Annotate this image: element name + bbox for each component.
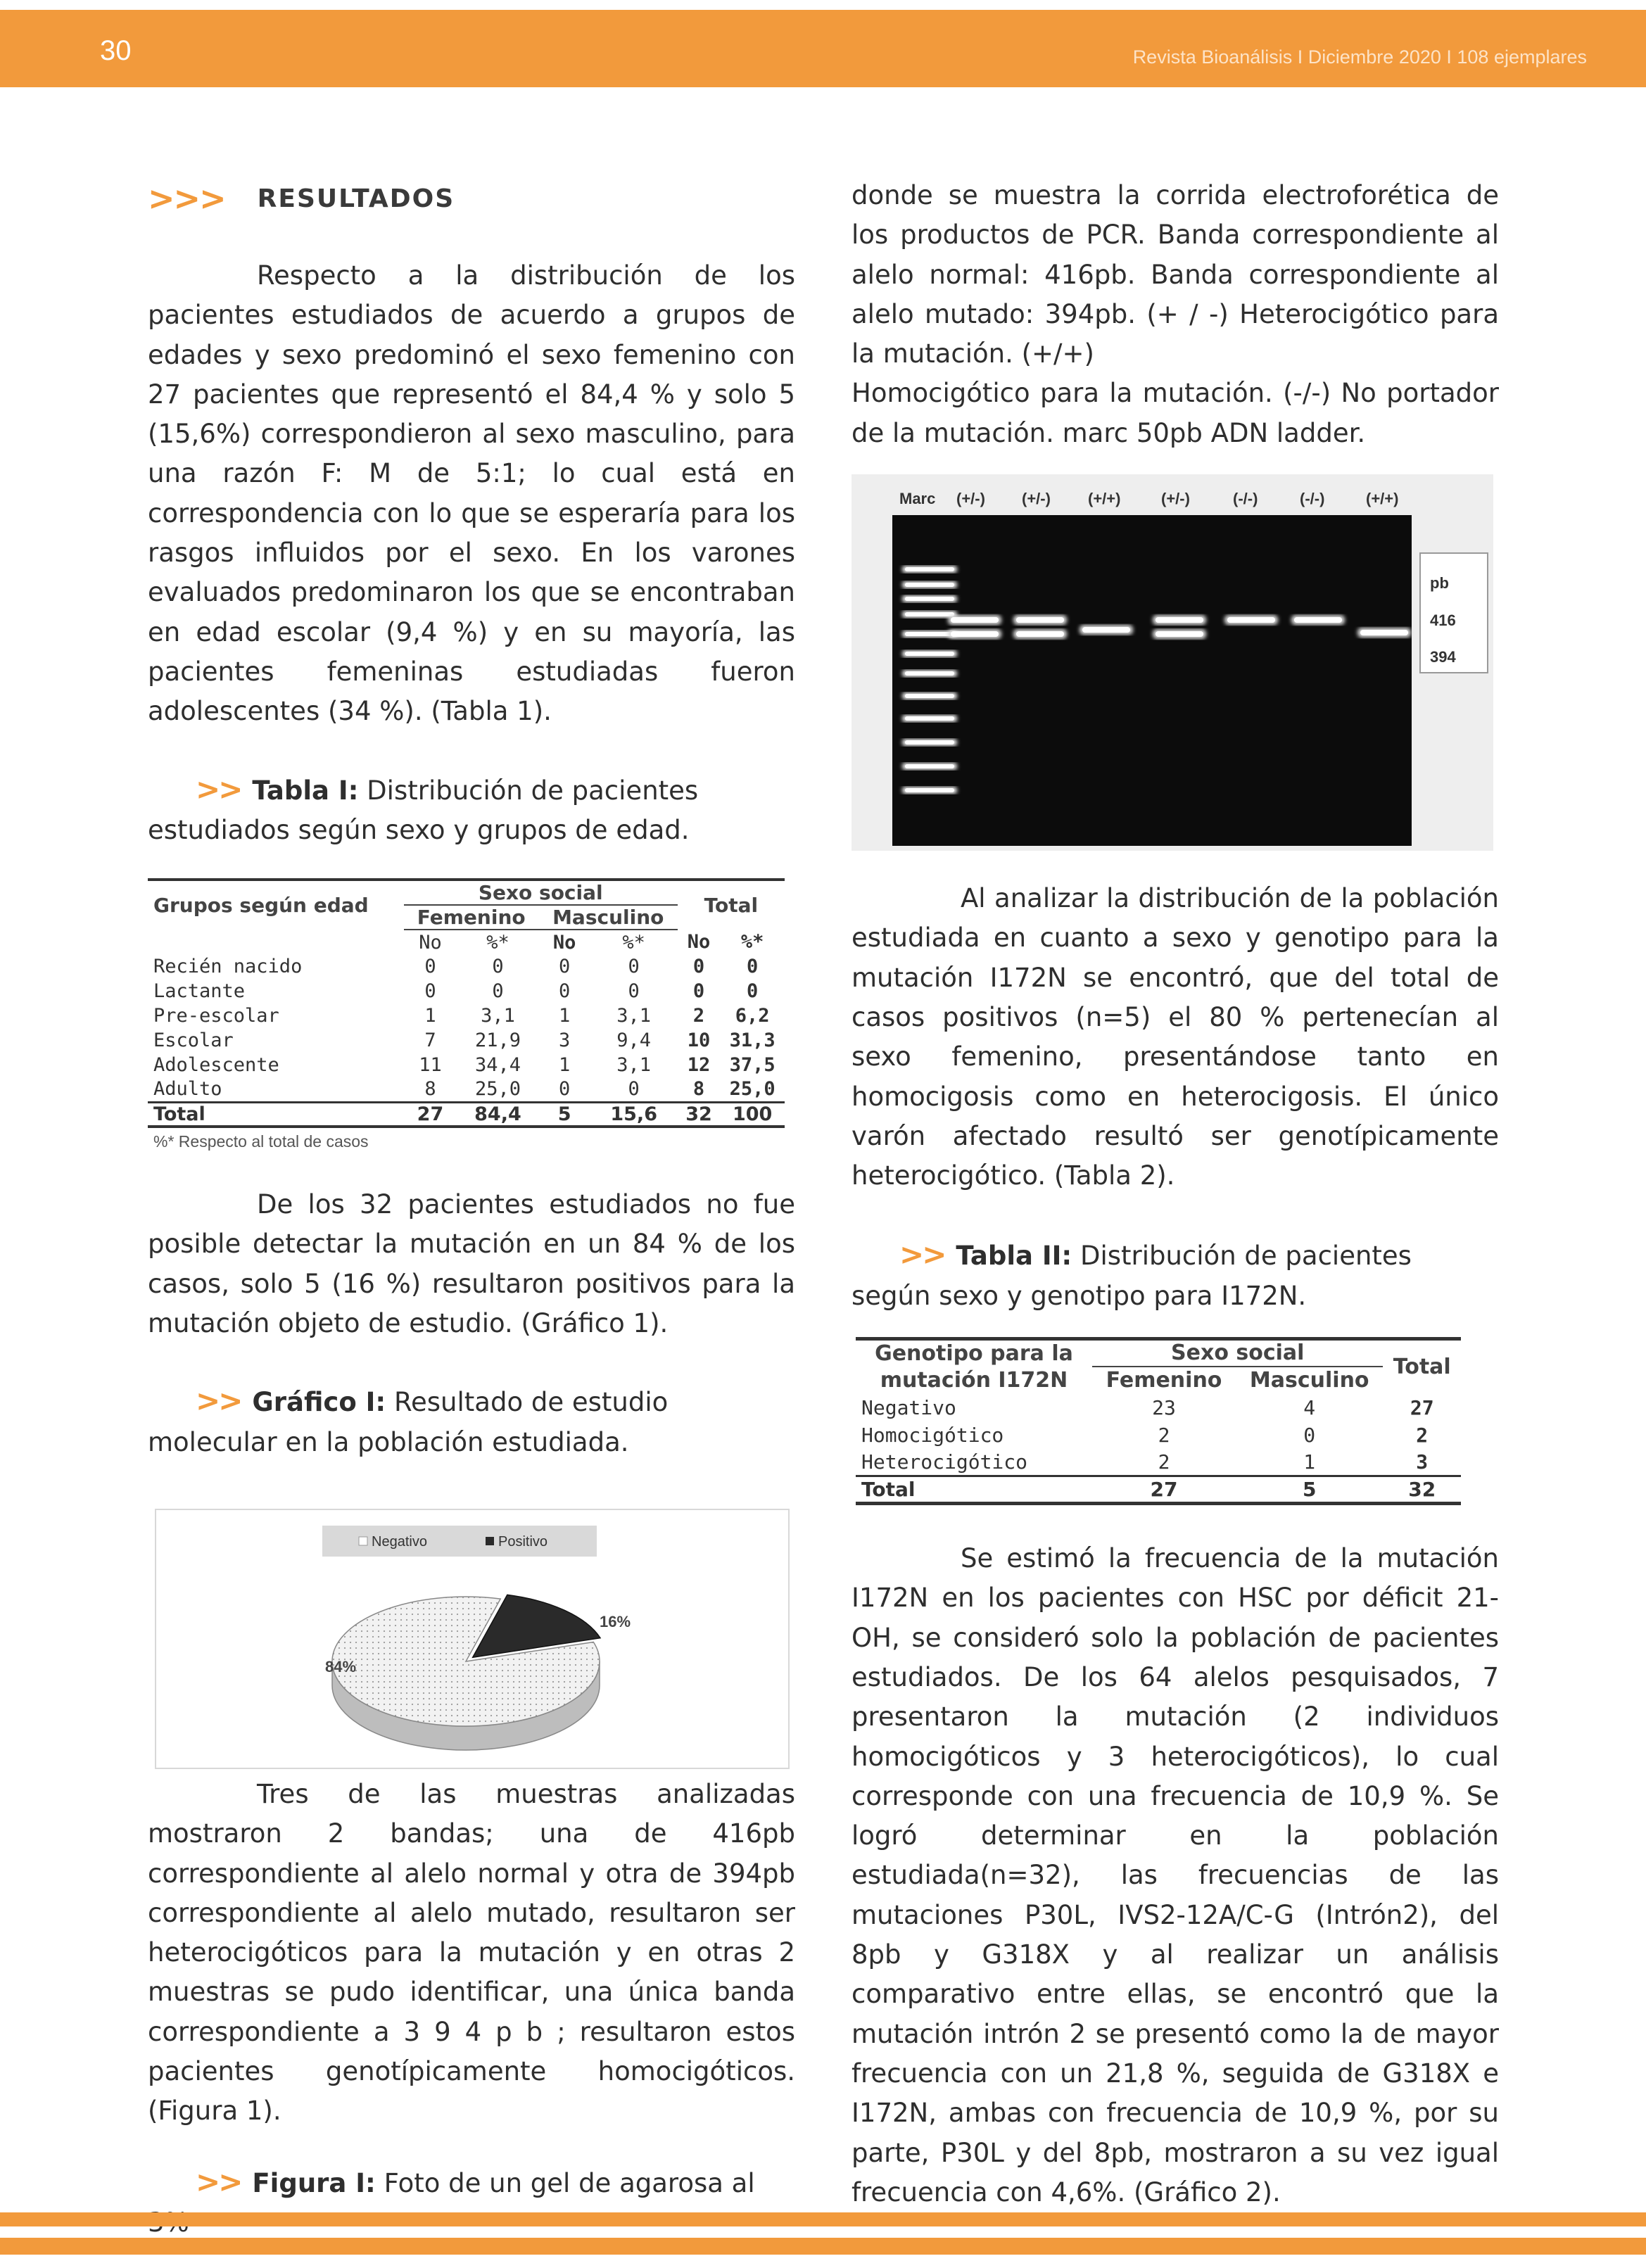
sub-header-no: No	[539, 930, 590, 954]
col-header-femenino: Femenino	[1092, 1367, 1236, 1394]
cell-m-pct: 3,1	[616, 1005, 652, 1027]
cell-m-pct: 3,1	[616, 1054, 652, 1077]
cell-genotipo: Homocigótico	[861, 1423, 1004, 1447]
cell-t-no: 32	[678, 1102, 721, 1127]
ladder-band	[905, 612, 954, 616]
cell-grupo: Adolescente	[153, 1054, 279, 1077]
col-header-total: Total	[1393, 1355, 1451, 1380]
paragraph: Respecto a la distribución de los pacientes estudiados de acuerdo a grupos de edades y sexo predominó el sexo femenino con 27 pacientes que representó el 84,4 % y solo 5 (15,6%) correspondieron al sexo masculino, para una razón F: M de 5:1; lo cual está en correspondencia con lo que se esperaría para los rasgos influidos por el sexo. En los varones evaluados predominaron los que se encontraban en edad escolar (9,4 %) y en su mayoría, las pacientes femeninas estudiadas fueron adolescentes (34 %). (Tabla 1).	[148, 260, 795, 727]
col-header-genotipo-1: Genotipo para la	[875, 1341, 1073, 1366]
col-header-femenino: Femenino	[404, 905, 539, 930]
cell-t-no: 0	[692, 956, 705, 978]
sub-header-pct: %*	[740, 931, 764, 954]
cell-t-no: 8	[692, 1078, 705, 1101]
table-row	[148, 1053, 785, 1077]
arrows-icon: >>	[196, 771, 241, 806]
section-title: RESULTADOS	[257, 184, 455, 213]
table2-container	[852, 1337, 1499, 1505]
table1	[148, 878, 785, 1128]
cell-f-no: 0	[424, 980, 436, 1003]
ladder-band	[905, 671, 954, 676]
table-row	[856, 1394, 1461, 1421]
footer-bar	[0, 2238, 1646, 2255]
legend-swatch-negativo	[359, 1537, 367, 1545]
caption-text: Resultado de estudio molecular en la población estudiada.	[148, 1387, 669, 1457]
table-row	[148, 954, 785, 979]
table2	[856, 1337, 1461, 1505]
cell-t-pct: 0	[747, 980, 759, 1003]
cell-f-no: 0	[424, 956, 436, 978]
cell-f: 23	[1152, 1395, 1176, 1419]
sub-header-pct: %*	[590, 930, 678, 954]
ladder-band	[905, 652, 954, 656]
dna-band	[1294, 617, 1342, 623]
cell-m-no: 5	[539, 1102, 590, 1127]
cell-t-pct: 6,2	[735, 1005, 770, 1027]
cell-m: 4	[1303, 1395, 1316, 1419]
table2-caption	[852, 1235, 1499, 1316]
cell-m-pct: 9,4	[616, 1030, 652, 1052]
cell-f-pct: 21,9	[474, 1030, 521, 1052]
caption-label: Tabla I:	[252, 775, 359, 806]
cell-grupo: Pre-escolar	[153, 1005, 279, 1027]
gel-background	[892, 515, 1412, 846]
ladder-band	[905, 788, 954, 792]
cell-grupo: Escolar	[153, 1030, 234, 1052]
table1-body	[148, 954, 785, 1102]
cell-f-no: 27	[404, 1102, 457, 1127]
cell-f-pct: 84,4	[457, 1102, 538, 1127]
size-legend-394: 394	[1430, 648, 1456, 666]
cell-genotipo: Negativo	[861, 1395, 956, 1419]
header-bar	[0, 10, 1646, 87]
section-heading	[148, 176, 795, 221]
cell-m: 0	[1303, 1423, 1316, 1447]
cell-t-no: 12	[687, 1054, 711, 1077]
lane-label: (+/-)	[1161, 490, 1190, 508]
caption-label: Gráfico I:	[252, 1387, 386, 1418]
cell-f-no: 8	[424, 1078, 436, 1101]
right-column	[852, 176, 1499, 2212]
pie-chart	[155, 1509, 790, 1769]
paragraph: Tres de las muestras analizadas mostraron 2 bandas; una de 416pb correspondiente al alelo normal y otra de 394pb correspondiente al alelo mutado, resultaron ser heterocigóticos para la mutación y en otras 2 muestras se pudo identificar, una única banda correspondiente a 3 9 4 p b ; resultaron estos pacientes genotípicamente homocigóticos. (Figura 1).	[148, 1778, 795, 2127]
cell-m-pct: 0	[628, 956, 640, 978]
cell-t-pct: 37,5	[729, 1054, 775, 1077]
col-header-genotipo-2: mutación I172N	[880, 1367, 1068, 1393]
cell-genotipo: Total	[856, 1476, 1092, 1504]
cell-m-no: 0	[559, 1078, 571, 1101]
cell-t-pct: 31,3	[729, 1030, 775, 1052]
col-header-sexo: Sexo social	[478, 881, 603, 905]
arrows-icon: >>>	[148, 179, 225, 217]
cell-f: 27	[1092, 1476, 1236, 1504]
lane-label: (-/-)	[1233, 490, 1258, 508]
cell-f-pct: 3,1	[481, 1005, 515, 1027]
legend-label-negativo: Negativo	[372, 1533, 427, 1550]
table-row	[148, 979, 785, 1003]
dna-band	[951, 617, 999, 623]
table-row	[856, 1421, 1461, 1449]
cell-f-pct: 25,0	[474, 1078, 521, 1101]
cell-t-no: 10	[687, 1030, 711, 1052]
size-legend-416: 416	[1430, 612, 1456, 630]
col-header-total: Total	[704, 894, 759, 918]
cell-f: 2	[1158, 1423, 1170, 1447]
legend-swatch-positivo	[486, 1537, 494, 1545]
dna-band	[1227, 617, 1275, 623]
cell-t-no: 0	[692, 980, 705, 1003]
col-header-sexo: Sexo social	[1171, 1341, 1305, 1366]
cell-t: 3	[1416, 1450, 1429, 1474]
dna-band	[1016, 617, 1064, 623]
table-row	[148, 1003, 785, 1028]
sub-header-no: No	[687, 931, 711, 954]
cell-grupo: Lactante	[153, 980, 246, 1003]
journal-info: Revista Bioanálisis I Diciembre 2020 I 108 ejemplares	[1132, 46, 1587, 68]
caption-text: Distribución de pacientes estudiados según sexo y grupos de edad.	[148, 775, 699, 845]
cell-m: 1	[1303, 1450, 1316, 1474]
cell-f: 2	[1158, 1450, 1170, 1474]
arrows-icon: >>	[899, 1237, 945, 1272]
table1-container	[148, 878, 795, 1151]
cell-t-pct: 25,0	[729, 1078, 775, 1101]
cell-m-no: 0	[559, 956, 571, 978]
cell-f-no: 1	[424, 1005, 436, 1027]
table-row	[856, 1449, 1461, 1476]
ladder-band	[905, 567, 954, 571]
cell-grupo: Adulto	[153, 1078, 222, 1101]
paragraph: Se estimó la frecuencia de la mutación I172N en los pacientes con HSC por déficit 21-OH, se consideró solo la población de pacientes estudiados. De los 64 alelos pesquisados, 7 presentaron la mutación (2 individuos homocigóticos y 3 heterocigóticos), lo cual corresponde con una frecuencia de 10,9 %. Se logró determinar en la población estudiada(n=32), las frecuencias de las mutaciones P30L, IVS2-12A/C-G (Intrón2), del 8pb y G318X y al realizar un análisis comparativo entre ellas, se encontró que la mutación intrón 2 se presentó como la de mayor frecuencia con un 21,8 %, seguida de G318X e I172N, ambas con frecuencia de 10,9 %, por su parte, P30L y del 8pb, mostraron a su vez igual frecuencia con 4,6%. (Gráfico 2).	[852, 1543, 1499, 2207]
lane-label: Marc	[899, 490, 936, 508]
dna-band	[1082, 627, 1130, 633]
dna-band	[951, 631, 999, 637]
paragraph: De los 32 pacientes estudiados no fue posible detectar la mutación en un 84 % de los casos, solo 5 (16 %) resultaron positivos para la mutación objeto de estudio. (Gráfico 1).	[148, 1189, 795, 1339]
ladder-band	[905, 716, 954, 721]
sub-header-no: No	[404, 930, 457, 954]
left-column	[148, 176, 795, 2243]
cell-grupo: Recién nacido	[153, 956, 303, 978]
figure-caption	[148, 2162, 795, 2243]
cell-m-no: 3	[559, 1030, 571, 1052]
data-label-positivo: 16%	[600, 1612, 631, 1630]
dna-band	[1156, 631, 1203, 637]
legend-label-positivo: Positivo	[498, 1533, 548, 1550]
table1-caption	[148, 770, 795, 851]
cell-t-pct: 100	[720, 1102, 785, 1127]
arrows-icon: >>	[196, 2164, 241, 2199]
table-total-row	[148, 1102, 785, 1127]
sub-header-pct: %*	[457, 930, 538, 954]
cell-t: 32	[1383, 1476, 1461, 1504]
caption-text: Foto de un gel de agarosa al	[384, 2167, 755, 2198]
cell-m-pct: 0	[628, 980, 640, 1003]
cell-grupo: Total	[148, 1102, 404, 1127]
arrows-icon: >>	[196, 1383, 241, 1419]
footer-bar	[0, 2212, 1646, 2226]
lane-label: (+/+)	[1366, 490, 1399, 508]
cell-t: 2	[1416, 1423, 1429, 1447]
table-total-row	[856, 1476, 1461, 1504]
cell-m-no: 0	[559, 980, 571, 1003]
lane-label: (+/+)	[1088, 490, 1121, 508]
cell-m: 5	[1236, 1476, 1383, 1504]
table-row	[148, 1028, 785, 1053]
dna-band	[1360, 630, 1408, 635]
gel-image	[852, 474, 1493, 851]
sub-header-empty	[148, 930, 404, 954]
ladder-band	[905, 764, 954, 768]
cell-f-no: 7	[424, 1030, 436, 1052]
caption-text: Distribución de pacientes según sexo y genotipo para I172N.	[852, 1241, 1412, 1311]
ladder-band	[905, 632, 954, 636]
table1-note: %* Respecto al total de casos	[153, 1132, 369, 1151]
page-number: 30	[100, 35, 132, 66]
size-legend-title: pb	[1430, 574, 1449, 593]
paragraph: Homocigótico para la mutación. (-/-) No portador de la mutación. marc 50pb ADN ladder.	[852, 378, 1499, 448]
col-header-masculino: Masculino	[539, 905, 678, 930]
pie-chart-svg	[156, 1510, 791, 1770]
cell-t-pct: 0	[747, 956, 759, 978]
ladder-band	[905, 597, 954, 601]
caption-label: Figura I:	[252, 2167, 376, 2198]
ladder-band	[905, 740, 954, 745]
dna-band	[1156, 617, 1203, 623]
ladder-band	[905, 694, 954, 698]
lane-label: (+/-)	[956, 490, 985, 508]
cell-m-no: 1	[559, 1005, 571, 1027]
data-label-negativo: 84%	[325, 1657, 357, 1675]
paragraph: donde se muestra la corrida electroforética de los productos de PCR. Banda correspondiente al alelo normal: 416pb. Banda correspondiente al alelo mutado: 394pb. (+ / -) Heterocigótico para la mutación. (+/+)	[852, 180, 1499, 369]
col-header-masculino: Masculino	[1236, 1367, 1383, 1394]
cell-f-pct: 34,4	[474, 1054, 521, 1077]
col-header-grupo: Grupos según edad	[153, 894, 369, 918]
cell-t-no: 2	[692, 1005, 705, 1027]
lane-label: (-/-)	[1300, 490, 1325, 508]
dna-band	[1016, 631, 1064, 637]
table2-body	[856, 1394, 1461, 1476]
cell-f-pct: 0	[492, 956, 504, 978]
table-row	[148, 1077, 785, 1102]
paragraph: Al analizar la distribución de la población estudiada en cuanto a sexo y genotipo para la mutación I172N se encontró, que del total de casos positivos (n=5) el 80 % pertenecían al sexo femenino, presentándose tanto en homocigosis como en heterocigosis. El único varón afectado resultó ser genotípicamente heterocigótico. (Tabla 2).	[852, 883, 1499, 1191]
cell-m-pct: 0	[628, 1078, 640, 1101]
chart-caption	[148, 1381, 795, 1462]
cell-f-pct: 0	[492, 980, 504, 1003]
ladder-band	[905, 583, 954, 587]
cell-m-no: 1	[559, 1054, 571, 1077]
cell-t: 27	[1410, 1395, 1434, 1419]
gel-figure	[852, 474, 1493, 851]
cell-m-pct: 15,6	[590, 1102, 678, 1127]
lane-label: (+/-)	[1022, 490, 1051, 508]
caption-label: Tabla II:	[956, 1241, 1072, 1272]
cell-genotipo: Heterocigótico	[861, 1450, 1028, 1474]
cell-f-no: 11	[419, 1054, 442, 1077]
